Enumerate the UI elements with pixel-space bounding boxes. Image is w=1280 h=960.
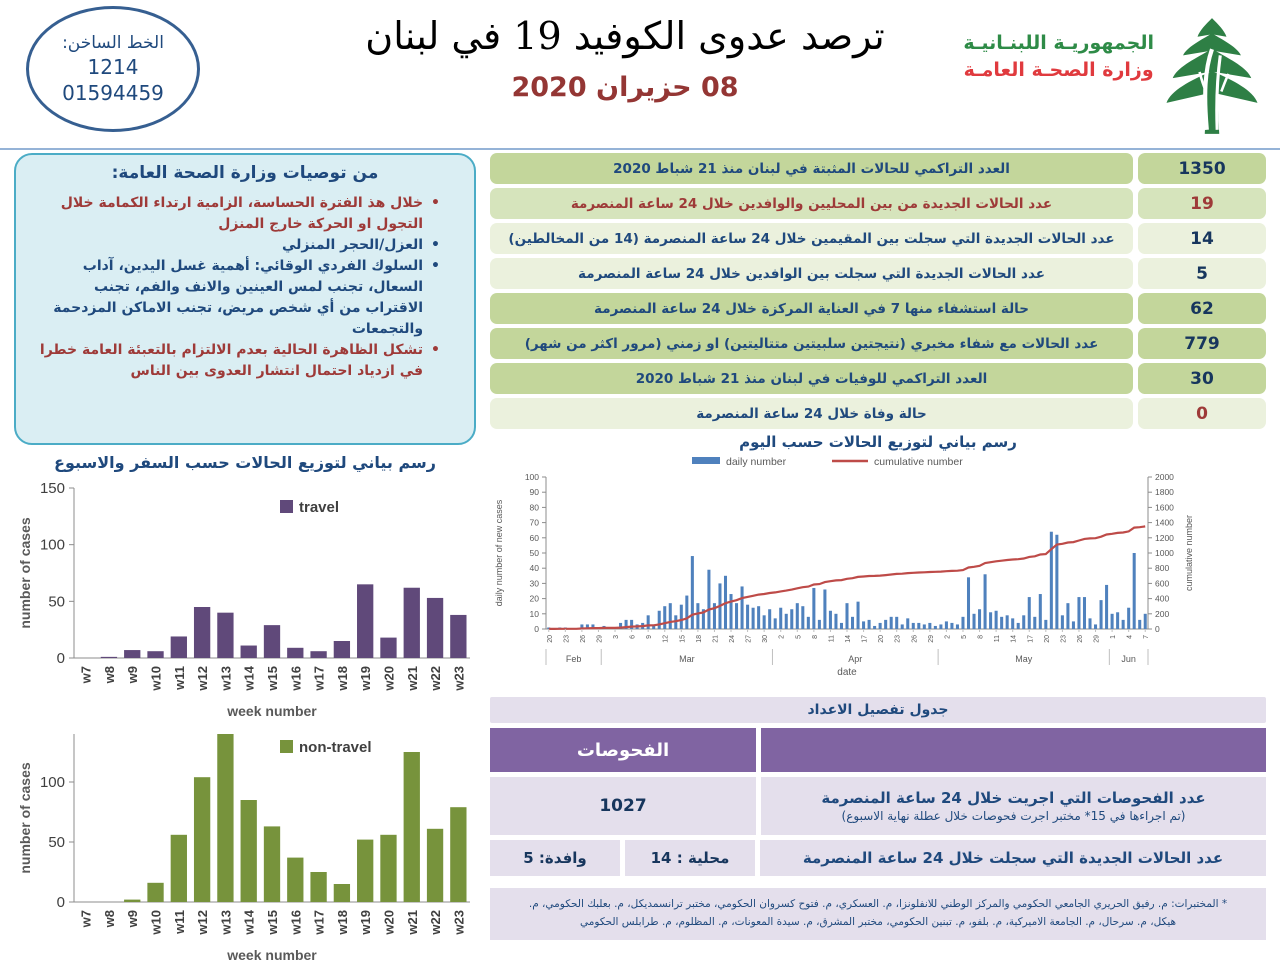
ministry-line-moph: وزارة الصحـة العامـة	[963, 59, 1154, 81]
svg-text:1400: 1400	[1155, 517, 1174, 528]
stats-row	[490, 153, 1266, 184]
svg-text:w14: w14	[241, 666, 257, 691]
recommendation-item	[32, 193, 440, 235]
svg-text:w23: w23	[451, 666, 467, 691]
content	[14, 153, 1266, 960]
svg-text:Feb: Feb	[565, 654, 582, 664]
daily-chart-title: رسم بياني لتوزيع الحالات حسب اليوم	[739, 433, 1017, 451]
svg-text:w18: w18	[334, 666, 350, 691]
recommendation-item	[32, 256, 440, 340]
travel-bar-chart	[14, 472, 476, 728]
svg-text:100: 100	[39, 536, 65, 554]
tests-label-sub: (تم اجراءها في 15* مختبر اجرت فحوصات خلال عطلة نهاية الاسبوع)	[841, 809, 1186, 823]
travel-chart-title: رسم بياني لتوزيع الحالات حسب السفر والاسبوع	[54, 453, 436, 472]
svg-text:w15: w15	[265, 666, 280, 691]
stat-label: حالة استشفاء منها 7 في العناية المركزة خلال 24 ساعة المنصرمة	[490, 293, 1133, 324]
svg-text:800: 800	[1155, 563, 1170, 574]
details-row-tests	[490, 777, 1266, 835]
svg-text:1200: 1200	[1155, 532, 1174, 543]
svg-text:30: 30	[529, 578, 539, 589]
svg-text:w17: w17	[311, 666, 327, 691]
stats-row	[490, 363, 1266, 394]
details-row-new-cases	[490, 840, 1266, 876]
svg-text:travel: travel	[299, 499, 340, 516]
svg-text:2: 2	[778, 635, 786, 639]
svg-text:11: 11	[828, 635, 836, 643]
stat-label: عدد الحالات الجديدة التي سجلت بين المقيمين خلال 24 ساعة المنصرمة (14 من المخالطين)	[490, 223, 1133, 254]
svg-text:50: 50	[48, 593, 65, 611]
svg-text:w12: w12	[195, 910, 211, 935]
header-divider	[0, 148, 1280, 150]
stats-row	[490, 258, 1266, 289]
right-column	[490, 153, 1266, 960]
new-cases-local-value: محلية : 14	[625, 840, 755, 876]
svg-text:100: 100	[39, 774, 65, 791]
svg-text:0: 0	[56, 650, 65, 667]
stats-row	[490, 223, 1266, 254]
stat-label: عدد الحالات الجديدة التي سجلت بين الوافدين خلال 24 ساعة المنصرمة	[490, 258, 1133, 289]
stat-label: العدد التراكمي للحالات المثبتة في لبنان منذ 21 شباط 2020	[490, 153, 1133, 184]
svg-text:w22: w22	[428, 910, 444, 935]
recommendations-box	[14, 153, 476, 445]
svg-text:40: 40	[529, 563, 539, 574]
svg-text:5: 5	[960, 635, 968, 639]
stat-label: عدد الحالات الجديدة من بين المحليين والوافدين خلال 24 ساعة المنصرمة	[490, 188, 1133, 219]
daily-combo-chart	[490, 451, 1266, 693]
recommendation-text: تشكل الظاهرة الحالية بعدم الالتزام بالتعبئة العامة خطرا في ازدياد احتمال انتشار العدوى بين الناس	[39, 342, 424, 379]
svg-text:15: 15	[679, 635, 687, 643]
svg-text:20: 20	[878, 635, 886, 643]
svg-text:w7: w7	[78, 666, 94, 684]
recommendation-text: السلوك الفردي الوقائي: أهمية غسل اليدين، آداب السعال، تجنب لمس العينين والانف والفم، تجنب الاقتراب من أي شخص مريض، تجنب الاماكن المزدحمة والتجمعات	[53, 258, 424, 337]
svg-text:23: 23	[1060, 635, 1068, 643]
bullet-icon: •	[431, 237, 440, 253]
svg-text:2: 2	[944, 635, 952, 639]
ministry-line-republic: الجمهوريـة اللبنـانيـة	[963, 32, 1154, 54]
svg-text:w22: w22	[428, 666, 444, 691]
svg-text:18: 18	[695, 635, 703, 643]
left-column	[14, 153, 476, 960]
stats-row	[490, 398, 1266, 429]
svg-text:24: 24	[729, 635, 737, 643]
bullet-icon: •	[431, 195, 440, 211]
svg-text:29: 29	[927, 635, 935, 643]
details-table-title: جدول تفصيل الاعداد	[490, 697, 1266, 723]
stats-row	[490, 293, 1266, 324]
svg-text:w8: w8	[101, 666, 117, 684]
svg-text:60: 60	[529, 532, 539, 543]
svg-text:w20: w20	[381, 666, 397, 691]
stats-row	[490, 328, 1266, 359]
details-header-row	[490, 728, 1266, 772]
svg-text:3: 3	[613, 635, 621, 639]
recommendations-title: من توصيات وزارة الصحة العامة:	[111, 163, 379, 183]
svg-text:w11: w11	[171, 666, 187, 690]
stat-value: 779	[1138, 328, 1266, 359]
svg-text:w19: w19	[358, 910, 374, 935]
svg-text:w10: w10	[148, 666, 164, 691]
svg-text:600: 600	[1155, 578, 1170, 589]
svg-text:26: 26	[1076, 635, 1084, 643]
svg-text:w16: w16	[288, 666, 304, 691]
labs-footnote	[490, 888, 1266, 940]
report-date: 08 حزيران 2020	[511, 72, 739, 103]
svg-text:w12: w12	[195, 666, 211, 691]
svg-text:week number: week number	[227, 703, 317, 719]
svg-text:w13: w13	[218, 666, 234, 691]
svg-text:100: 100	[524, 472, 539, 482]
svg-text:2000: 2000	[1155, 472, 1174, 482]
hotline-number-long: 01594459	[62, 81, 164, 105]
svg-text:w14: w14	[241, 910, 257, 935]
labs-footnote-line2: هيكل، م. سرحال، م. الجامعة الاميركية، م. بلفو، م. تبنين الحكومي، مختبر المشرق، م. سيدة المعونات، م. المظلوم، م. طرابلس الحكومي	[579, 915, 1177, 928]
ministry-name	[963, 32, 1154, 81]
svg-text:8: 8	[977, 635, 985, 639]
svg-text:0: 0	[534, 624, 539, 634]
svg-text:27: 27	[745, 635, 753, 643]
labs-footnote-line1: * المختبرات: م. رفيق الحريري الجامعي الحكومي والمركز الوطني للانفلونزا، م. العسكري، م. فتوح كسروان الحكومي، مختبر ترانسمديكل، م. بعلبك الحكومي، م.	[528, 898, 1228, 910]
svg-text:17: 17	[1027, 635, 1035, 643]
svg-text:5: 5	[795, 635, 803, 639]
recommendation-text: العزل/الحجر المنزلي	[282, 237, 424, 253]
page-title: ترصد عدوى الكوفيد 19 في لبنان	[365, 14, 885, 58]
new-cases-arrivals-value: وافدة: 5	[490, 840, 620, 876]
recommendations-list	[28, 193, 462, 382]
svg-text:non-travel: non-travel	[299, 739, 372, 756]
svg-text:6: 6	[629, 635, 637, 639]
svg-text:12: 12	[662, 635, 670, 643]
svg-text:w16: w16	[288, 910, 304, 935]
stat-value: 30	[1138, 363, 1266, 394]
svg-text:Jun: Jun	[1121, 654, 1136, 664]
stat-value: 5	[1138, 258, 1266, 289]
svg-text:90: 90	[529, 487, 539, 498]
svg-text:17: 17	[861, 635, 869, 643]
stat-value: 14	[1138, 223, 1266, 254]
svg-text:w9: w9	[125, 910, 141, 928]
svg-text:week number: week number	[227, 947, 317, 960]
svg-text:20: 20	[529, 593, 539, 604]
details-header-blank	[761, 728, 1266, 772]
bullet-icon: •	[431, 258, 440, 274]
svg-text:30: 30	[762, 635, 770, 643]
svg-text:date: date	[837, 667, 857, 678]
stat-label: عدد الحالات مع شفاء مخبري (نتيجتين سلبيتين متتاليتين) او زمني (مرور اكثر من شهر)	[490, 328, 1133, 359]
svg-text:1800: 1800	[1155, 487, 1174, 498]
svg-text:9: 9	[646, 635, 654, 639]
svg-text:70: 70	[529, 517, 539, 528]
svg-text:w23: w23	[451, 910, 467, 935]
svg-text:21: 21	[712, 635, 720, 643]
svg-text:Apr: Apr	[848, 654, 863, 664]
svg-text:number of cases: number of cases	[17, 517, 33, 629]
svg-text:10: 10	[529, 608, 539, 619]
svg-text:w10: w10	[148, 910, 164, 935]
svg-text:23: 23	[563, 635, 571, 643]
svg-text:w21: w21	[404, 910, 420, 935]
bullet-icon: •	[431, 342, 440, 358]
tests-count-value: 1027	[490, 777, 756, 835]
hotline-badge	[26, 6, 200, 132]
svg-text:29: 29	[1093, 635, 1101, 643]
recommendation-text: خلال هذ الفترة الحساسة، الزامية ارتداء الكمامة خلال التجول او الحركة خارج المنزل	[60, 195, 424, 232]
svg-text:number of cases: number of cases	[17, 762, 33, 874]
svg-text:cumulative number: cumulative number	[1184, 514, 1194, 592]
tests-count-label	[761, 777, 1266, 835]
svg-text:w19: w19	[358, 666, 374, 691]
svg-text:w13: w13	[218, 910, 234, 935]
svg-text:w18: w18	[334, 910, 350, 935]
recommendation-item	[32, 235, 440, 256]
svg-text:cumulative number: cumulative number	[874, 456, 963, 468]
svg-text:20: 20	[1043, 635, 1051, 643]
svg-text:May: May	[1015, 654, 1033, 664]
stat-value: 0	[1138, 398, 1266, 429]
svg-text:w20: w20	[381, 910, 397, 935]
stat-value: 1350	[1138, 153, 1266, 184]
hotline-number-short: 1214	[87, 55, 139, 79]
svg-text:29: 29	[596, 635, 604, 643]
stat-value: 62	[1138, 293, 1266, 324]
svg-text:23: 23	[894, 635, 902, 643]
svg-text:400: 400	[1155, 593, 1170, 604]
svg-text:w11: w11	[171, 910, 187, 934]
stats-row	[490, 188, 1266, 219]
svg-text:Mar: Mar	[679, 654, 695, 664]
nontravel-bar-chart	[14, 728, 476, 960]
svg-text:150: 150	[39, 480, 65, 497]
svg-text:0: 0	[1155, 624, 1160, 634]
svg-text:50: 50	[48, 834, 65, 851]
svg-text:1: 1	[1110, 635, 1118, 639]
svg-text:w17: w17	[311, 910, 327, 935]
svg-text:w8: w8	[101, 910, 117, 928]
svg-text:26: 26	[911, 635, 919, 643]
svg-text:26: 26	[579, 635, 587, 643]
svg-text:daily number: daily number	[726, 456, 787, 468]
svg-text:w7: w7	[78, 910, 94, 928]
title-block	[240, 14, 1010, 103]
svg-text:20: 20	[546, 635, 554, 643]
svg-text:7: 7	[1143, 635, 1151, 639]
svg-text:w9: w9	[125, 666, 141, 684]
svg-text:200: 200	[1155, 608, 1170, 619]
details-table	[490, 697, 1266, 876]
svg-text:50: 50	[529, 548, 539, 558]
stats-table	[490, 153, 1266, 429]
svg-text:0: 0	[56, 894, 65, 911]
ministry-logo	[963, 14, 1264, 136]
svg-text:4: 4	[1126, 635, 1134, 639]
details-header-tests: الفحوصات	[490, 728, 756, 772]
stat-label: حالة وفاة خلال 24 ساعة المنصرمة	[490, 398, 1133, 429]
cedar-tree-icon	[1160, 14, 1264, 136]
stat-label: العدد التراكمي للوفيات في لبنان منذ 21 شباط 2020	[490, 363, 1133, 394]
svg-text:daily number of new cases: daily number of new cases	[494, 499, 504, 607]
svg-text:11: 11	[994, 635, 1002, 643]
svg-text:w15: w15	[265, 910, 280, 935]
svg-text:80: 80	[529, 502, 539, 513]
svg-text:1000: 1000	[1155, 548, 1174, 558]
svg-text:14: 14	[1010, 635, 1018, 643]
stat-value: 19	[1138, 188, 1266, 219]
svg-text:8: 8	[811, 635, 819, 639]
svg-text:w21: w21	[404, 666, 420, 691]
recommendation-item	[32, 340, 440, 382]
tests-label-main: عدد الفحوصات التي اجريت خلال 24 ساعة المنصرمة	[821, 789, 1206, 807]
svg-text:1600: 1600	[1155, 502, 1174, 513]
svg-text:14: 14	[845, 635, 852, 643]
hotline-label: الخط الساخن:	[62, 33, 164, 53]
new-cases-label: عدد الحالات الجديدة التي سجلت خلال 24 ساعة المنصرمة	[760, 840, 1266, 876]
